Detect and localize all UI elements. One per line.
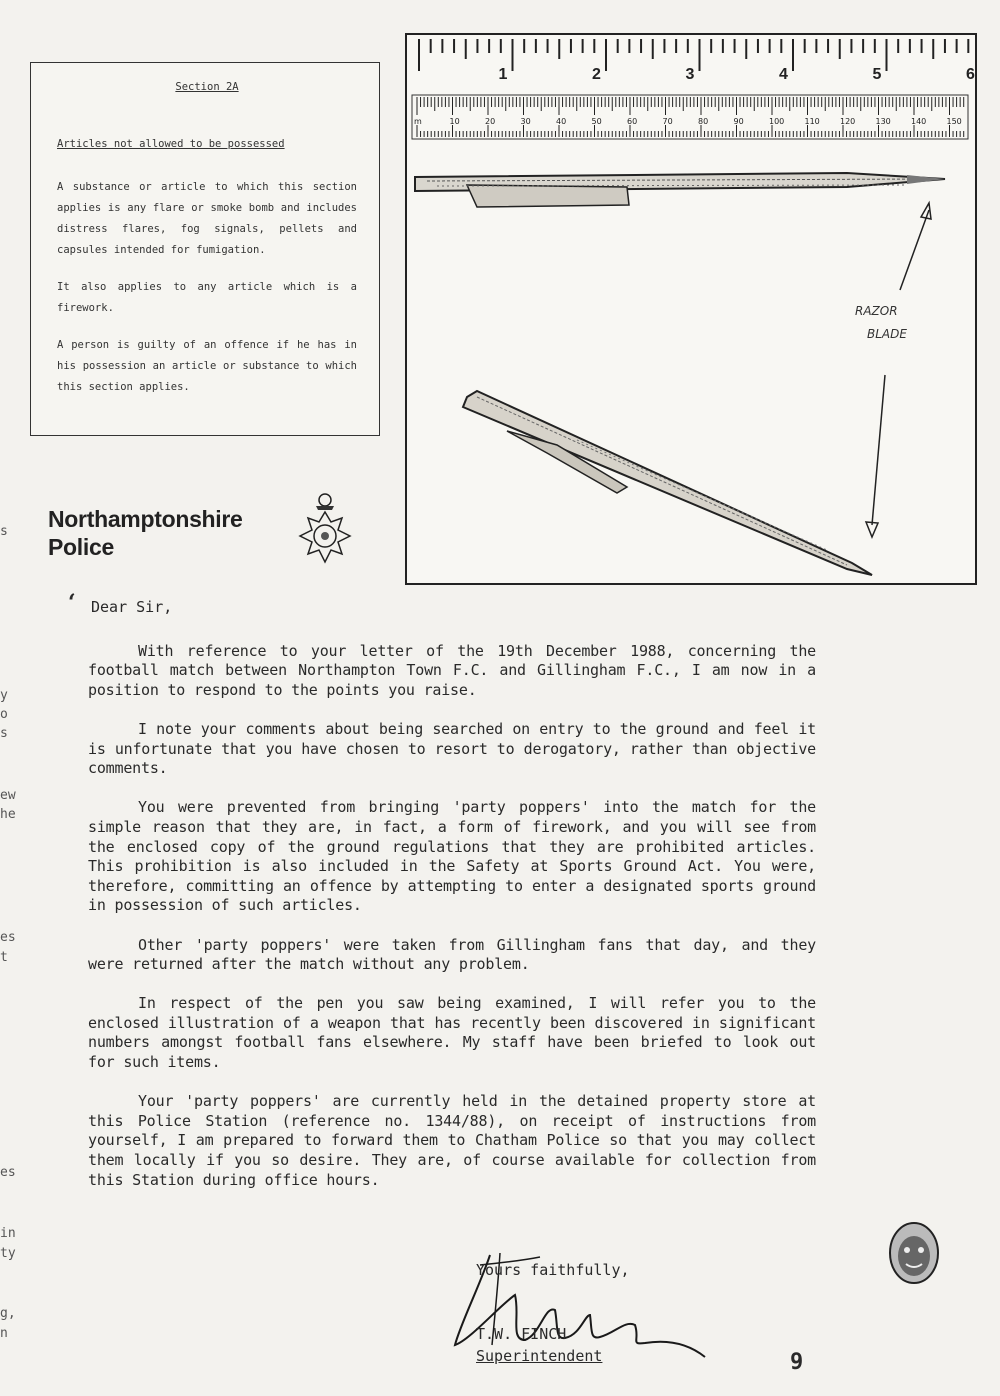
signer-name: T.W. FINCH bbox=[476, 1325, 567, 1343]
letter-paragraph: With reference to your letter of the 19th December 1988, concerning the football match between Northampton Town F.C. and Gillingham F.C., I am now in a position to respond to the points you raise. bbox=[88, 641, 816, 699]
section-paragraph: It also applies to any article which is a firework. bbox=[57, 281, 357, 314]
bleed-fragment: es bbox=[0, 1165, 16, 1180]
mm-label: 150 bbox=[946, 117, 962, 126]
bleed-fragment: g, bbox=[0, 1306, 16, 1321]
bleed-fragment: es bbox=[0, 930, 16, 945]
bleed-fragment: n bbox=[0, 1326, 8, 1341]
mm-label: 130 bbox=[875, 117, 891, 126]
letter-closing: Yours faithfully, bbox=[476, 1261, 630, 1279]
mm-label: 60 bbox=[627, 117, 638, 126]
annotation-label: BLADE bbox=[867, 327, 907, 341]
razor-blade-annotation-icon bbox=[866, 203, 931, 537]
bleed-fragment: in bbox=[0, 1226, 16, 1241]
letter-body bbox=[88, 598, 816, 1210]
bleed-fragment: he bbox=[0, 807, 16, 822]
mm-label: 100 bbox=[769, 117, 785, 126]
mm-label: 40 bbox=[556, 117, 567, 126]
section-title: Section 2A bbox=[175, 81, 239, 93]
mm-label: 10 bbox=[449, 117, 460, 126]
mm-label: 90 bbox=[733, 117, 744, 126]
illustration-drawing bbox=[407, 35, 975, 583]
open-quote-mark: ‘ bbox=[68, 590, 76, 616]
letter-paragraph: Your 'party poppers' are currently held in the detained property store at this Police Station (reference no. 1344/88), on receipt of instructions from yourself, I am prepared to forward them to Chatham Police so that you may collect them locally if you so desire. They are, of course available for collection from this Station during office hours. bbox=[88, 1092, 816, 1189]
signer-block bbox=[476, 1323, 602, 1367]
bleed-fragment: y bbox=[0, 688, 8, 703]
annotation-label: RAZOR bbox=[855, 304, 898, 318]
bleed-fragment: s bbox=[0, 726, 8, 741]
bleed-fragment: ty bbox=[0, 1246, 16, 1261]
letter-paragraph: In respect of the pen you saw being examined, I will refer you to the enclosed illustration of a weapon that has recently been discovered in significant numbers amongst football fans elsewhere. My staff have been briefed to look out for such items. bbox=[88, 994, 816, 1072]
inch-label: 3 bbox=[685, 66, 695, 83]
salutation: Dear Sir, bbox=[91, 598, 173, 616]
inch-label: 6 bbox=[966, 66, 975, 83]
police-star-badge-icon bbox=[290, 488, 360, 572]
inch-label: 1 bbox=[498, 66, 508, 83]
mm-label: 120 bbox=[840, 117, 856, 126]
inch-ruler-labels bbox=[499, 66, 976, 83]
mm-label: 30 bbox=[520, 117, 531, 126]
face-sketch-icon bbox=[884, 1218, 944, 1292]
mm-label: 80 bbox=[698, 117, 709, 126]
mm-label: 20 bbox=[485, 117, 496, 126]
signer-title: Superintendent bbox=[476, 1347, 603, 1365]
letter-paragraph: Other 'party poppers' were taken from Gillingham fans that day, and they were returned after the match without any problem. bbox=[88, 935, 816, 974]
mm-label: 110 bbox=[804, 117, 820, 126]
pen-top-icon bbox=[415, 173, 945, 207]
mm-label: 50 bbox=[591, 117, 602, 126]
bleed-fragment: o bbox=[0, 707, 8, 722]
northamptonshire-police-logo bbox=[48, 505, 243, 561]
mm-ruler-labels bbox=[414, 117, 962, 126]
razor-pen-illustration bbox=[405, 33, 977, 585]
mm-label: m bbox=[414, 117, 422, 126]
bleed-fragment: s bbox=[0, 524, 8, 539]
mm-label: 140 bbox=[911, 117, 927, 126]
pen-bottom-icon bbox=[463, 391, 872, 575]
mm-label: 70 bbox=[662, 117, 673, 126]
inch-label: 4 bbox=[779, 66, 788, 83]
inch-label: 2 bbox=[592, 66, 601, 83]
logo-text-line1: Northamptonshire bbox=[48, 506, 243, 532]
inch-label: 5 bbox=[872, 66, 882, 83]
section-heading: Articles not allowed to be possessed bbox=[57, 138, 285, 150]
letter-paragraph: You were prevented from bringing 'party poppers' into the match for the simple reason that they are, in fact, a form of firework, and you will see from the enclosed copy of the ground regulations that they are prohibited articles. This prohibition is also included in the Safety at Sports Ground Act. You were, therefore, committing an offence by attempting to enter a designated sports ground in possession of such articles. bbox=[88, 798, 816, 915]
bleed-fragment: t bbox=[0, 950, 8, 965]
section-paragraph: A person is guilty of an offence if he has in his possession an article or substance to which this section applies. bbox=[57, 339, 357, 393]
logo-text-line2: Police bbox=[48, 534, 114, 560]
bleed-fragment: ew bbox=[0, 788, 16, 803]
section-paragraph: A substance or article to which this section applies is any flare or smoke bomb and includes distress flares, fog signals, pellets and capsules intended for fumigation. bbox=[57, 181, 357, 256]
page-mark: 9 bbox=[790, 1350, 804, 1375]
section-2a-box bbox=[30, 62, 380, 436]
letter-paragraph: I note your comments about being searched on entry to the ground and feel it is unfortunate that you have chosen to resort to derogatory, rather than objective comments. bbox=[88, 719, 816, 778]
